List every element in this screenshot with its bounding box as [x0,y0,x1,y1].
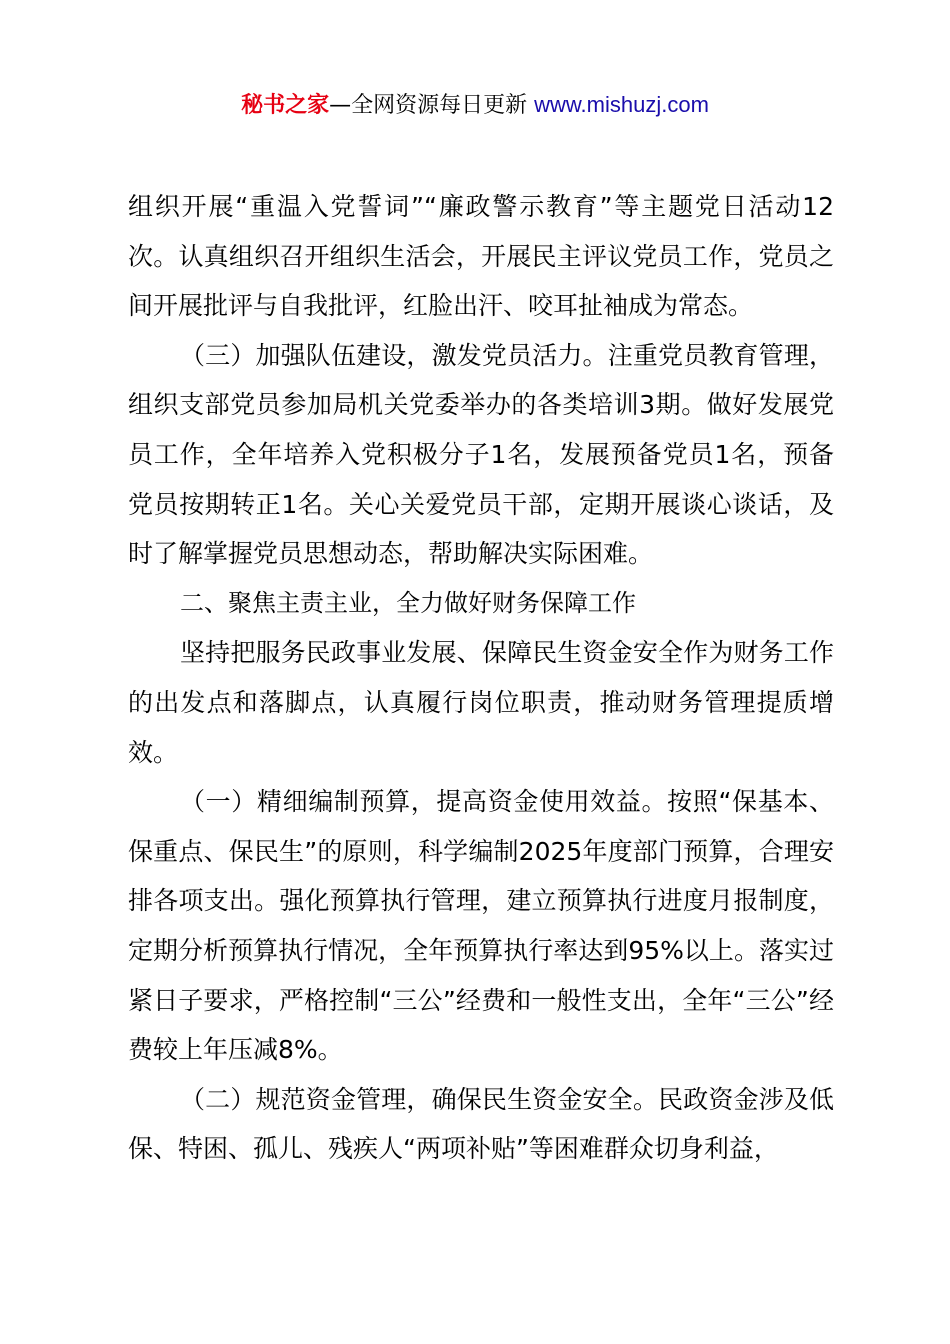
paragraph-party-activities: 组织开展“重温入党誓词”“廉政警示教育”等主题党日活动12次。认真组织召开组织生活会，开展民主评议党员工作，党员之间开展批评与自我批评，红脸出汗、咬耳扯袖成为常态。 [128,192,834,321]
paragraph-fund-management: （二）规范资金管理，确保民生资金安全。民政资金涉及低保、特困、孤儿、残疾人“两项补贴”等困难群众切身利益， [128,1084,834,1164]
paragraph-budget: （一）精细编制预算，提高资金使用效益。按照“保基本、保重点、保民生”的原则，科学编制2025年度部门预算，合理安排各项支出。强化预算执行管理，建立预算执行进度月报制度，定期分析预算执行情况，全年预算执行率达到95%以上。落实过紧日子要求，严格控制“三公”经费和一般性支出，全年“三公”经费较上年压减8%。 [128,787,834,1065]
brand-name: 秘书之家 [241,93,330,118]
document-body [128,182,834,1174]
section-heading-finance: 二、聚焦主责主业，全力做好财务保障工作 [180,588,636,617]
paragraph-finance-intro: 坚持把服务民政事业发展、保障民生资金安全作为财务工作的出发点和落脚点，认真履行岗位职责，推动财务管理提质增效。 [128,638,834,767]
paragraph-team-building: （三）加强队伍建设，激发党员活力。注重党员教育管理，组织支部党员参加局机关党委举办的各类培训3期。做好发展党员工作，全年培养入党积极分子1名，发展预备党员1名，预备党员按期转正1名。关心关爱党员干部，定期开展谈心谈话，及时了解掌握党员思想动态，帮助解决实际困难。 [128,340,834,569]
header-tagline: —全网资源每日更新 [329,93,535,118]
page-header [0,88,950,123]
site-url-link[interactable]: www.mishuzj.com [534,92,709,117]
